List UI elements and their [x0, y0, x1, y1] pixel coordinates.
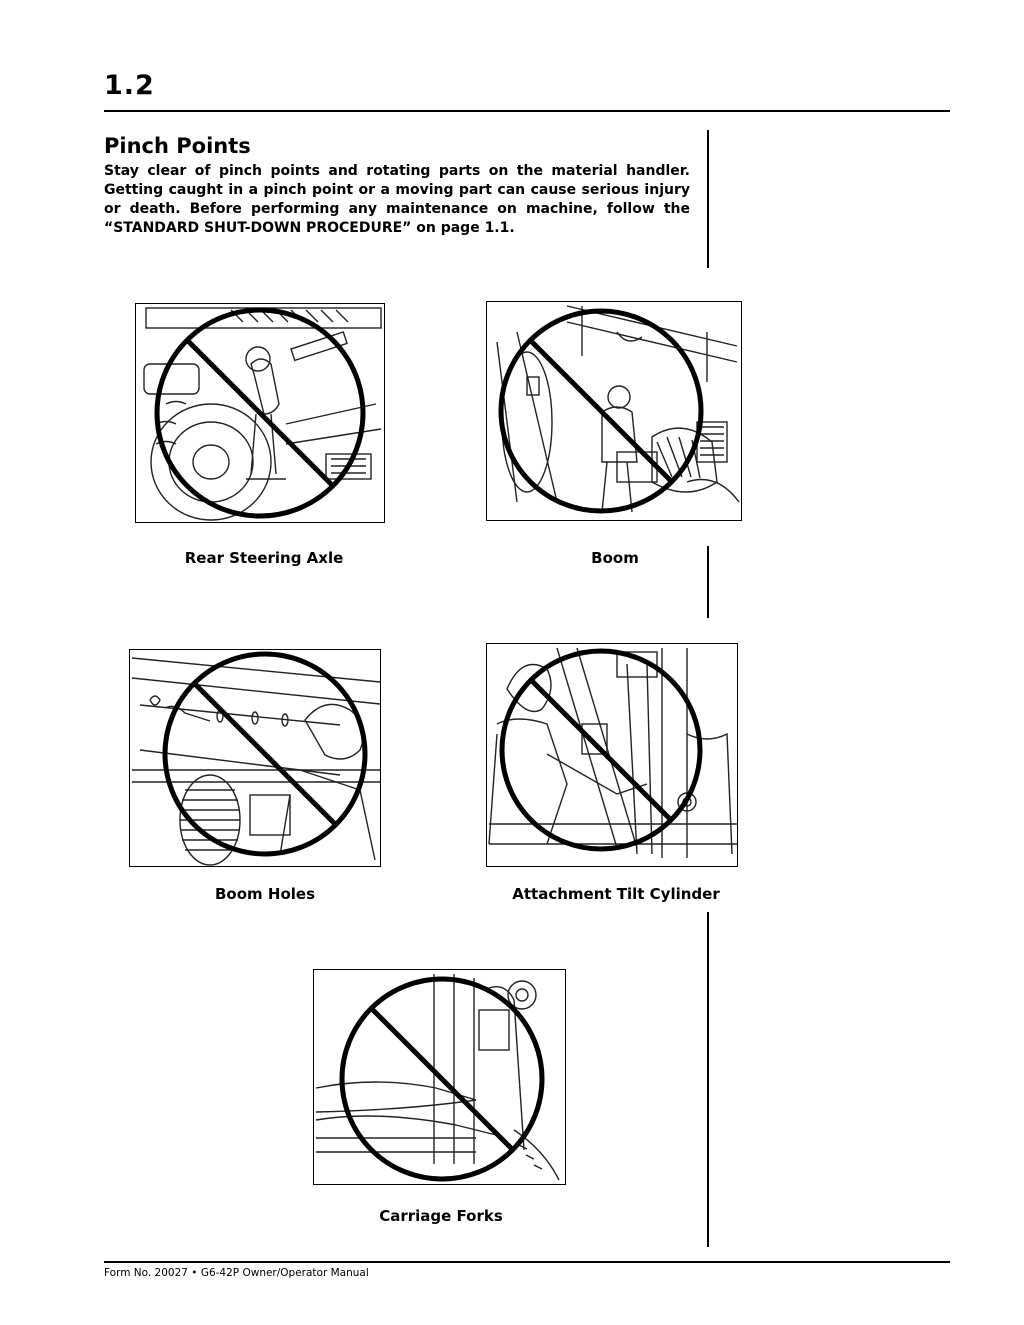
- figure-carriage-forks: [313, 969, 566, 1185]
- illustration-attachment-tilt-cylinder: [487, 644, 737, 866]
- revision-bar: [707, 130, 709, 268]
- revision-bar: [707, 546, 709, 618]
- illustration-boom-holes: [130, 650, 380, 866]
- figure-boom: [486, 301, 742, 521]
- illustration-rear-steering-axle: [136, 304, 384, 522]
- figure-caption: Carriage Forks: [379, 1207, 503, 1225]
- figure-attachment-tilt-cylinder: [486, 643, 738, 867]
- figure-caption: Boom Holes: [215, 885, 315, 903]
- header-rule: [104, 110, 950, 112]
- illustration-boom: [487, 302, 741, 520]
- figure-caption: Rear Steering Axle: [184, 549, 344, 567]
- figure-caption: Boom: [591, 549, 639, 567]
- figure-caption: Attachment Tilt Cylinder: [512, 885, 720, 903]
- figure-rear-steering-axle: [135, 303, 385, 523]
- intro-paragraph: Stay clear of pinch points and rotating parts on the material handler. Getting caught in a pinch point or a moving part can cause serious injury or death. Before performing any maintenance on machine, follow the “STANDARD SHUT-DOWN PROCEDURE” on page 1.1.: [104, 163, 690, 236]
- footer-text: Form No. 20027 • G6-42P Owner/Operator Manual: [104, 1267, 369, 1279]
- section-title: Pinch Points: [104, 134, 251, 158]
- section-number: 1.2: [104, 70, 155, 101]
- revision-bar: [707, 912, 709, 1247]
- figure-boom-holes: [129, 649, 381, 867]
- illustration-carriage-forks: [314, 970, 565, 1184]
- footer-rule: [104, 1261, 950, 1263]
